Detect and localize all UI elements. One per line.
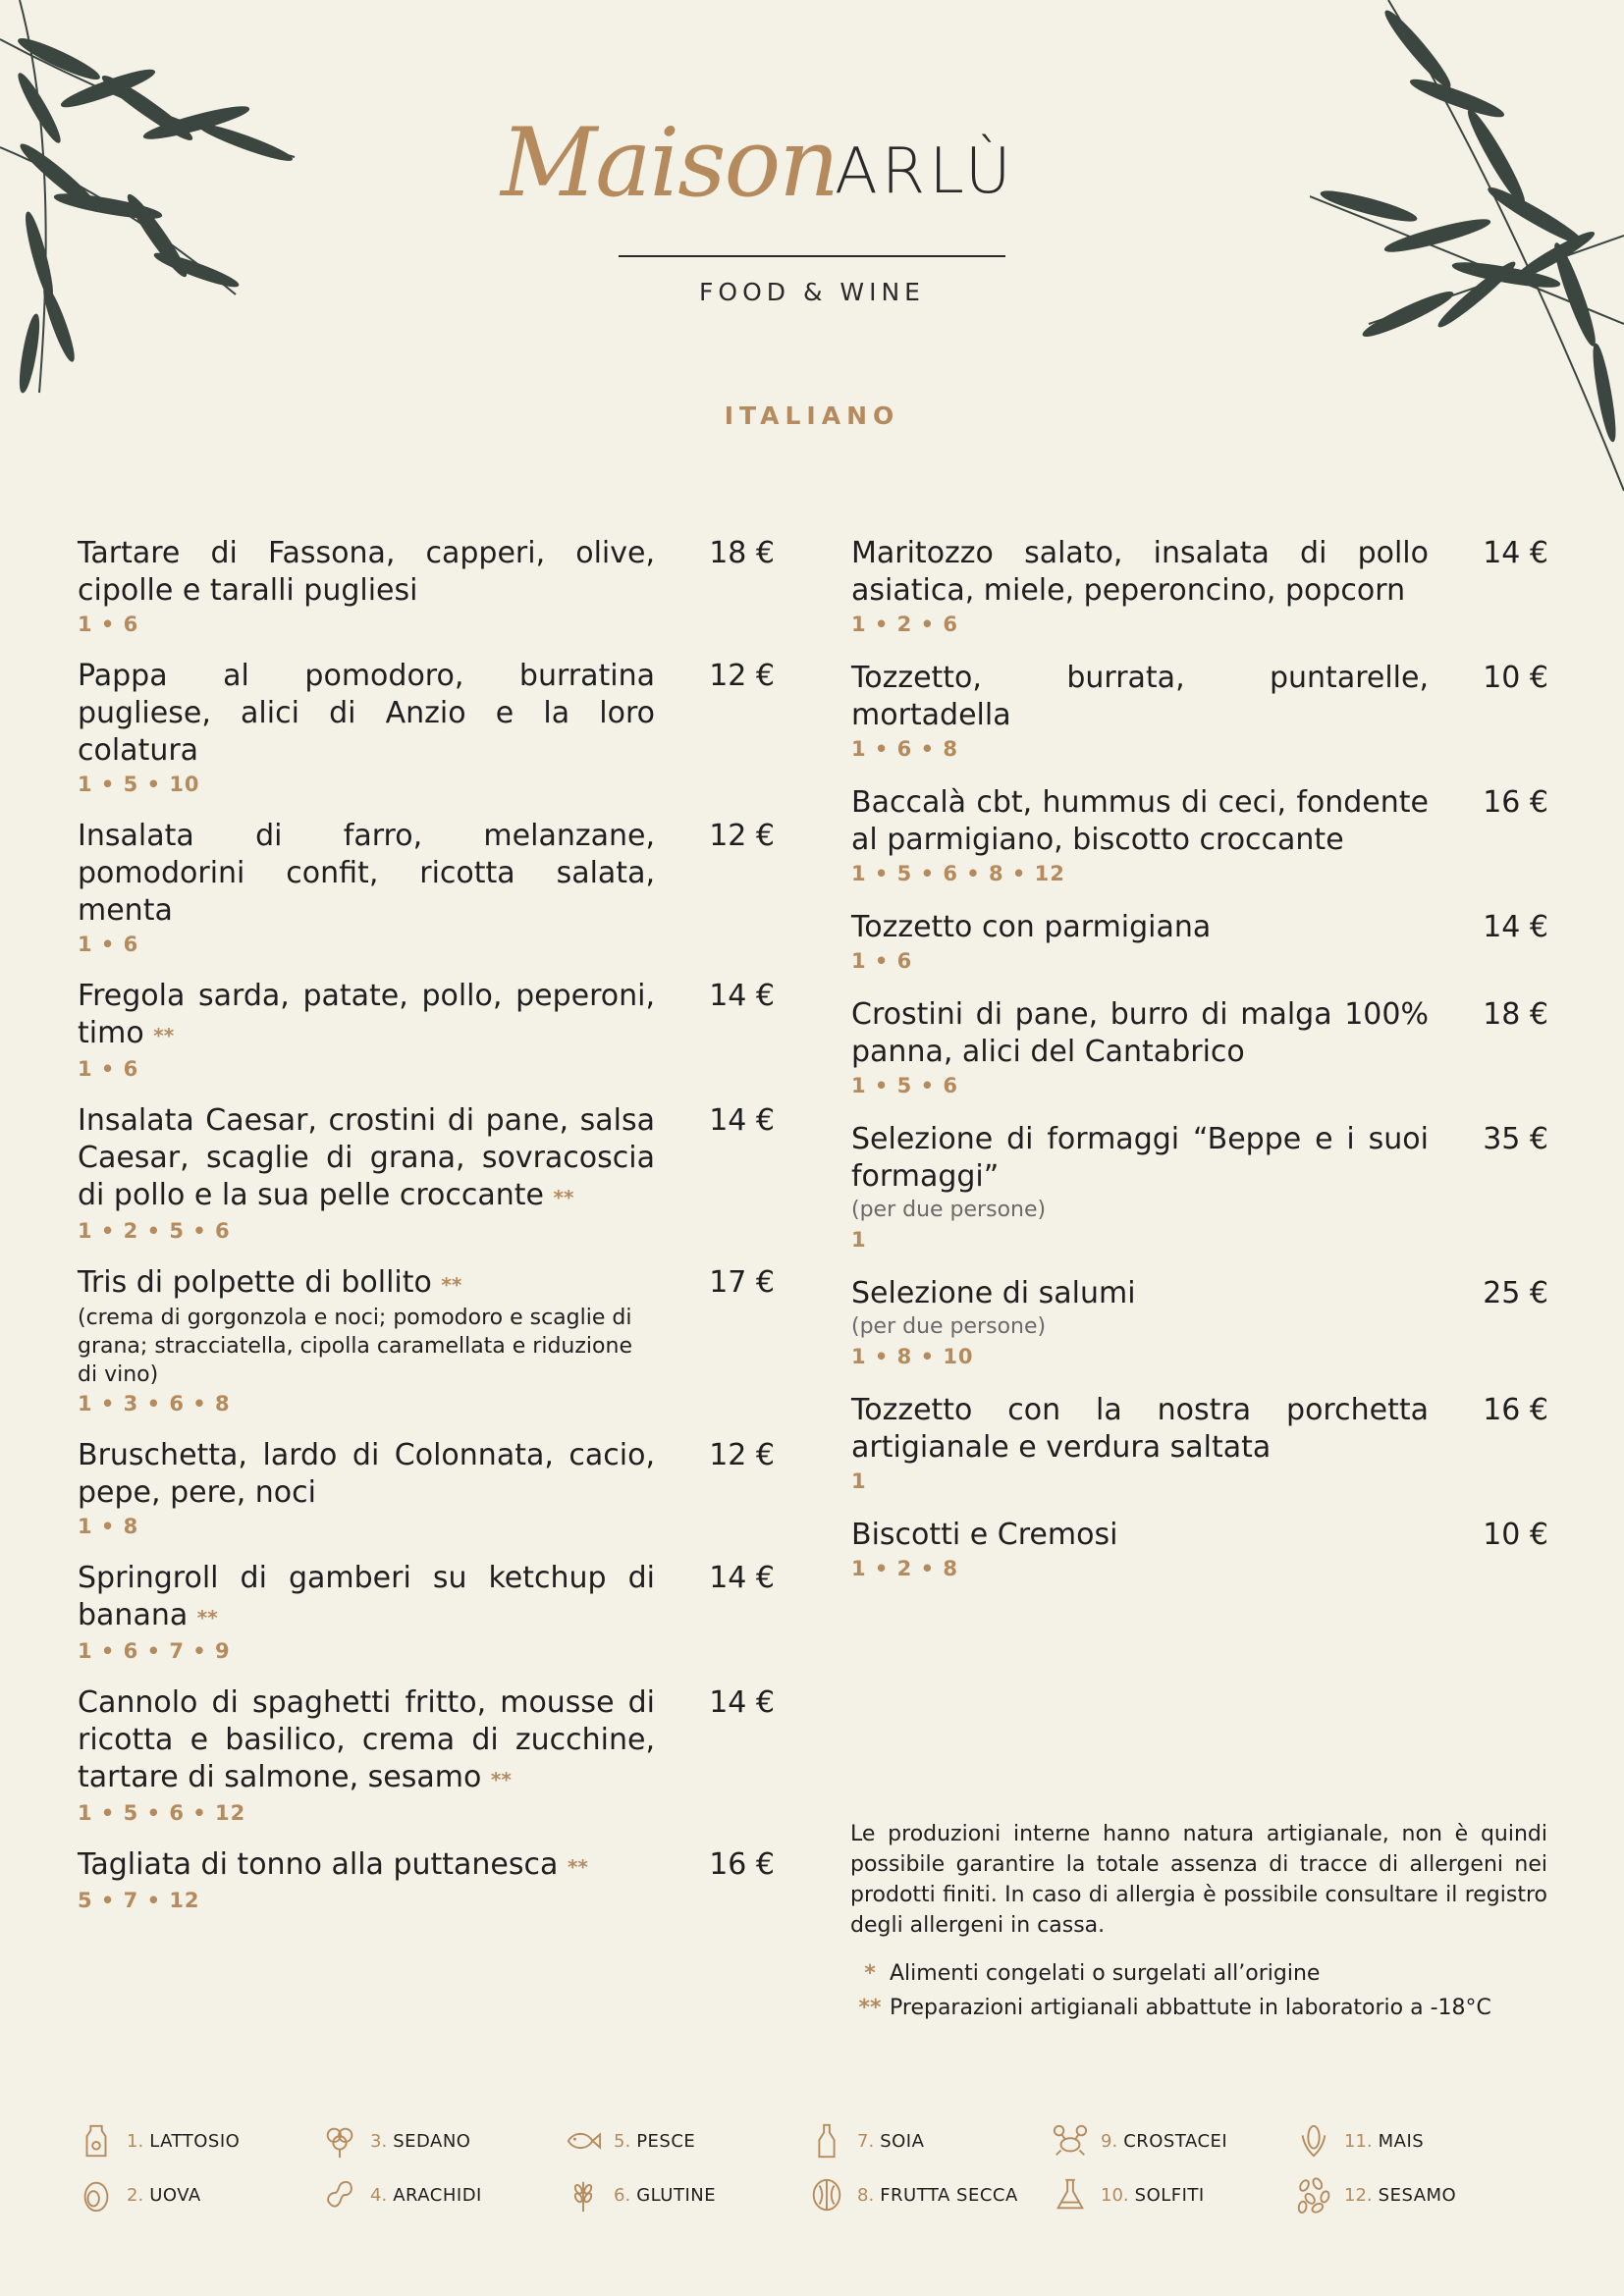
legend-number: 6. [614,2184,631,2206]
item-price: 35 € [1483,1122,1548,1156]
legend-item-crostacei [1052,2122,1227,2160]
legend-label: GLUTINE [636,2184,717,2206]
corn-icon [1295,2122,1332,2160]
legend-number: 11. [1344,2130,1373,2152]
menu-item [851,1392,1548,1496]
item-price: 10 € [1483,1518,1548,1552]
menu-item [851,784,1548,888]
legend-item-soia [808,2122,924,2160]
item-name: Selezione di salumi [851,1276,1136,1310]
item-name: Tartare di Fassona, capperi, olive, cipolle e taralli pugliesi [78,536,655,608]
item-stars: ** [490,1768,512,1791]
menu-item [78,658,775,799]
item-price: 12 € [709,659,775,693]
legend-number: 4. [370,2184,388,2206]
legend-item-mais [1295,2122,1424,2160]
item-name-text: Insalata Caesar, crostini di pane, salsa Caesar, scaglie di grana, sovracoscia di pollo e la sua pelle croccante [78,1103,655,1212]
menu-item [78,978,775,1084]
item-name [78,1684,655,1798]
footnote-frozen [850,1961,1557,1986]
item-name-text: Cannolo di spaghetti fritto, mousse di ricotta e basilico, crema di zucchine, tartare di salmone, sesamo [78,1685,655,1794]
item-price: 18 € [1483,997,1548,1032]
legend-item-solfiti [1052,2176,1205,2214]
legend-label: UOVA [149,2184,201,2206]
item-name: Tozzetto con parmigiana [851,910,1212,944]
legend-label: SEDANO [393,2130,471,2152]
legend-label: CROSTACEI [1123,2130,1228,2152]
item-price: 17 € [709,1265,775,1300]
item-allergens: 5 • 7 • 12 [78,1889,200,1912]
item-name [78,1264,655,1304]
item-allergens: 1 • 6 [78,1057,139,1081]
item-price: 14 € [709,979,775,1013]
item-name: Biscotti e Cremosi [851,1518,1118,1552]
leaf-branch-right-icon [1310,0,1624,510]
item-allergens: 1 • 6 [78,933,139,956]
item-name: Bruschetta, lardo di Colonnata, cacio, pepe, pere, noci [78,1438,655,1510]
item-price: 14 € [1483,536,1548,570]
item-allergens: 1 • 5 • 6 • 12 [78,1801,246,1825]
item-price: 14 € [1483,910,1548,944]
item-allergens: 1 • 2 • 5 • 6 [78,1219,231,1243]
legend-number: 12. [1344,2184,1373,2206]
item-allergens: 1 [851,1228,867,1252]
menu-column-right [851,535,1548,1583]
item-allergens: 1 • 8 [78,1515,139,1538]
legend-number: 8. [857,2184,875,2206]
menu-item [851,909,1548,976]
legend-label: MAIS [1378,2130,1425,2152]
legend-label: SESAMO [1378,2184,1457,2206]
menu-item [851,1517,1548,1583]
item-price: 16 € [709,1847,775,1882]
item-allergens: 1 • 2 • 6 [851,613,958,636]
item-price: 25 € [1483,1276,1548,1310]
section-language-title: ITALIANO [724,401,900,430]
legend-label: SOIA [880,2130,925,2152]
legend-item-sesamo [1295,2176,1456,2214]
allergen-legend [78,2122,1570,2230]
milk-bottle-icon [78,2122,115,2160]
legend-number: 2. [127,2184,144,2206]
item-name-text: Tagliata di tonno alla puttanesca [78,1847,559,1882]
item-allergens: 1 • 8 • 10 [851,1345,974,1368]
legend-label: SOLFITI [1134,2184,1205,2206]
leaf-branch-left-icon [0,0,314,412]
celery-icon [321,2122,358,2160]
legend-item-pesce [565,2122,695,2160]
legend-number: 7. [857,2130,875,2152]
item-price: 14 € [709,1561,775,1595]
item-name: Tozzetto con la nostra porchetta artigianale e verdura saltata [851,1393,1429,1465]
item-price: 12 € [709,1438,775,1472]
legend-item-sedano [321,2122,470,2160]
legend-number: 10. [1101,2184,1129,2206]
item-price: 16 € [1483,1393,1548,1427]
item-allergens: 1 • 5 • 6 [851,1074,958,1097]
item-serving-note: (per due persone) [851,1314,1047,1339]
wheat-icon [565,2176,602,2214]
item-price: 14 € [709,1103,775,1138]
item-allergens: 1 • 5 • 10 [78,773,200,796]
legend-label: PESCE [636,2130,696,2152]
item-name-text: Tris di polpette di bollito [78,1265,432,1300]
item-stars: ** [441,1273,462,1297]
item-name-text: Fregola sarda, patate, pollo, peperoni, timo [78,979,655,1050]
item-name: Selezione di formaggi “Beppe e i suoi formaggi” [851,1122,1429,1194]
legend-label: FRUTTA SECCA [880,2184,1018,2206]
item-price: 18 € [709,536,775,570]
item-allergens: 1 • 6 • 8 [851,737,958,761]
legend-item-arachidi [321,2176,482,2214]
item-name [78,1102,655,1216]
legend-label: ARACHIDI [393,2184,482,2206]
menu-item [851,660,1548,764]
item-name: Crostini di pane, burro di malga 100% panna, alici del Cantabrico [851,997,1429,1069]
item-allergens: 1 • 6 • 7 • 9 [78,1639,231,1663]
allergen-disclaimer: Le produzioni interne hanno natura artigianale, non è quindi possibile garantire la totale assenza di tracce di allergeni nei prodotti finiti. In caso di allergia è possibile consultare il registro degli allergeni in cassa. [850,1822,1547,1938]
item-price: 10 € [1483,661,1548,695]
brand-logo [491,108,1159,245]
menu-item [78,535,775,639]
item-name: Maritozzo salato, insalata di pollo asiatica, miele, peperoncino, popcorn [851,536,1429,608]
item-allergens: 1 • 2 • 8 [851,1557,958,1580]
menu-item [851,996,1548,1100]
legend-label: LATTOSIO [149,2130,241,2152]
item-price: 16 € [1483,785,1548,820]
fish-icon [565,2122,602,2160]
menu-column-left [78,535,775,1915]
item-allergens: 1 • 6 [851,949,913,973]
menu-item [851,1275,1548,1371]
menu-item [78,1437,775,1541]
item-stars: ** [553,1186,574,1209]
nut-icon [808,2176,845,2214]
menu-item [78,1684,775,1828]
item-name: Baccalà cbt, hummus di ceci, fondente al parmigiano, biscotto croccante [851,785,1429,857]
item-stars: ** [567,1855,588,1879]
logo-script-text: Maison [501,108,839,218]
egg-icon [78,2176,115,2214]
footnote-text: Alimenti congelati o surgelati all’origine [890,1961,1321,1986]
logo-divider [619,255,1005,257]
item-allergens: 1 [851,1469,867,1493]
legend-number: 9. [1101,2130,1118,2152]
menu-item [78,1264,775,1418]
legend-number: 3. [370,2130,388,2152]
sesame-icon [1295,2176,1332,2214]
item-allergens: 1 • 6 [78,613,139,636]
item-name: Tozzetto, burrata, puntarelle, mortadella [851,661,1429,732]
item-name [78,1560,655,1636]
logo-brand-text: ARLÙ [835,135,1015,208]
crab-icon [1052,2122,1089,2160]
legend-number: 5. [614,2130,631,2152]
menu-item [851,1121,1548,1255]
item-stars: ** [153,1024,175,1047]
legend-item-lattosio [78,2122,240,2160]
menu-item [78,818,775,959]
item-serving-note: (per due persone) [851,1198,1047,1222]
item-allergens: 1 • 5 • 6 • 8 • 12 [851,862,1065,885]
legend-item-glutine [565,2176,716,2214]
item-allergens: 1 • 3 • 6 • 8 [78,1392,231,1415]
soy-bottle-icon [808,2122,845,2160]
flask-icon [1052,2176,1089,2214]
item-name [78,1846,655,1886]
menu-item [78,1846,775,1915]
item-price: 14 € [709,1685,775,1720]
footnote-mark: * [864,1961,876,1986]
legend-item-frutta-secca [808,2176,1018,2214]
item-price: 12 € [709,819,775,853]
footnote-artisanal [850,1996,1557,2020]
item-name: Insalata di farro, melanzane, pomodorini confit, ricotta salata, menta [78,819,655,928]
footnote-text: Preparazioni artigianali abbattute in laboratorio a -18°C [890,1996,1491,2020]
tagline: FOOD & WINE [699,278,925,306]
menu-item [78,1102,775,1246]
legend-number: 1. [127,2130,144,2152]
item-name [78,978,655,1054]
item-note: (crema di gorgonzola e noci; pomodoro e scaglie di grana; stracciatella, cipolla caramellata e riduzione di vino) [78,1306,632,1387]
peanut-icon [321,2176,358,2214]
item-stars: ** [196,1606,218,1629]
item-name-text: Springroll di gamberi su ketchup di banana [78,1561,655,1632]
footnote-mark: ** [858,1996,882,2020]
menu-item [851,535,1548,639]
item-name: Pappa al pomodoro, burratina pugliese, alici di Anzio e la loro colatura [78,659,655,768]
legend-item-uova [78,2176,201,2214]
menu-item [78,1560,775,1666]
